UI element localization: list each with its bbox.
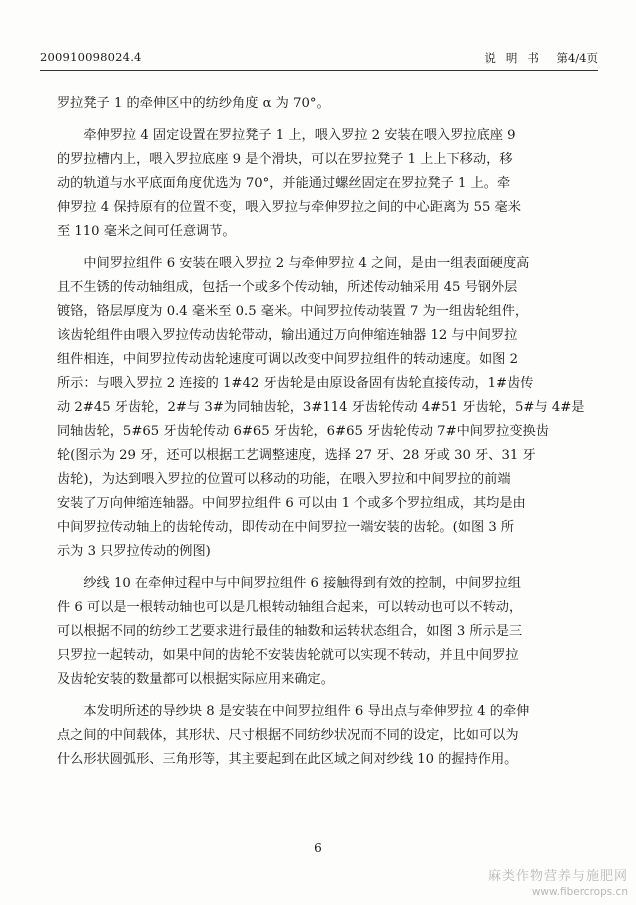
watermark-url: www.fibercrops.cn xyxy=(531,886,628,898)
body-text-line: 动的轨道与水平底面角度优选为 70°，并能通过螺丝固定在罗拉凳子 1 上。牵 xyxy=(57,176,511,191)
watermark-site-name: 麻类作物营养与施肥网 xyxy=(487,869,628,884)
patent-application-number: 200910098024.4 xyxy=(40,50,142,64)
body-text-line: 所示：与喂入罗拉 2 连接的 1#42 牙齿轮是由原设备固有齿轮直接传动，1#齿传 xyxy=(57,376,534,391)
body-text-line: 且不生锈的传动轴组成，包括一个或多个传动轴，所述传动轴采用 45 号钢外层 xyxy=(57,280,518,295)
paragraph-gap xyxy=(57,564,574,572)
body-text-line: 罗拉凳子 1 的牵伸区中的纺纱角度 α 为 70°。 xyxy=(57,96,330,111)
body-text-line: 示为 3 只罗拉传动的例图) xyxy=(57,544,211,559)
body-text-line: 伸罗拉 4 保持原有的位置不变，喂入罗拉与牵伸罗拉之间的中心距离为 55 毫米 xyxy=(57,200,521,215)
body-text-line: 件 6 可以是一根转动轴也可以是几根转动轴组合起来，可以转动也可以不转动， xyxy=(57,600,523,615)
body-text-line: 动 2#45 牙齿轮，2#与 3#为同轴齿轮，3#114 牙齿轮传动 4#51 牙齿轮，5#与 4#是 xyxy=(57,400,585,415)
body-text-line: 中间罗拉组件 6 安装在喂入罗拉 2 与牵伸罗拉 4 之间，是由一组表面硬度高 xyxy=(57,256,530,271)
body-text-line: 至 110 毫米之间可任意调节。 xyxy=(57,224,236,239)
body-text-line: 组件相连，中间罗拉传动齿轮速度可调以改变中间罗拉组件的转动速度。如图 2 xyxy=(57,352,518,367)
paragraph-gap xyxy=(57,244,574,252)
body-text-line: 轮(图示为 29 牙，还可以根据工艺调整速度，选择 27 牙、28 牙或 30 牙、31 牙 xyxy=(57,448,536,463)
header-right xyxy=(484,50,598,66)
body-text-line: 安装了万向伸缩连轴器。中间罗拉组件 6 可以由 1 个或多个罗拉组成，其均是由 xyxy=(57,496,526,511)
page-label: 第4/4页 xyxy=(556,51,598,65)
header-rule xyxy=(40,70,598,71)
body-text-line: 可以根据不同的纺纱工艺要求进行最佳的轴数和运转状态组合，如图 3 所示是三 xyxy=(57,624,523,639)
body-text-line: 中间罗拉传动轴上的齿轮传动，即传动在中间罗拉一端安装的齿轮。(如图 3 所 xyxy=(57,520,515,535)
paragraph-gap xyxy=(57,692,574,700)
page-header xyxy=(40,50,598,68)
body-text-line: 同轴齿轮，5#65 牙齿轮传动 6#65 牙齿轮，6#65 牙齿轮传动 7#中间罗拉变换齿 xyxy=(57,424,549,439)
body-text-line: 牵伸罗拉 4 固定设置在罗拉凳子 1 上，喂入罗拉 2 安装在喂入罗拉底座 9 xyxy=(57,128,516,143)
document-body xyxy=(57,92,585,772)
watermark xyxy=(488,865,628,898)
body-text-line: 齿轮)，为达到喂入罗拉的位置可以移动的功能，在喂入罗拉和中间罗拉的前端 xyxy=(57,472,511,487)
document-type: 说明书 xyxy=(484,51,549,65)
body-text-line: 只罗拉一起转动，如果中间的齿轮不安装齿轮就可以实现不转动，并且中间罗拉 xyxy=(57,648,519,663)
body-text-line: 该齿轮组件由喂入罗拉传动齿轮带动，输出通过万向伸缩连轴器 12 与中间罗拉 xyxy=(57,328,518,343)
body-text-line: 点之间的中间载体，其形状、尺寸根据不同纺纱状况而不同的设定，比如可以为 xyxy=(57,728,519,743)
body-text-line: 本发明所述的导纱块 8 是安装在中间罗拉组件 6 导出点与牵伸罗拉 4 的牵伸 xyxy=(57,704,530,719)
body-text-line: 及齿轮安装的数量都可以根据实际应用来确定。 xyxy=(57,672,334,687)
paragraph-gap xyxy=(57,116,574,124)
body-text-line: 什么形状圆弧形、三角形等，其主要起到在此区域之间对纱线 10 的握持作用。 xyxy=(57,752,518,767)
body-text-line: 纱线 10 在牵伸过程中与中间罗拉组件 6 接触得到有效的控制，中间罗拉组 xyxy=(57,576,521,591)
body-text-line: 镀铬，铬层厚度为 0.4 毫米至 0.5 毫米。中间罗拉传动装置 7 为一组齿轮组件， xyxy=(57,304,529,319)
body-text-line: 的罗拉槽内上，喂入罗拉底座 9 是个滑块，可以在罗拉凳子 1 上上下移动，移 xyxy=(57,152,513,167)
page-number: 6 xyxy=(314,841,322,855)
